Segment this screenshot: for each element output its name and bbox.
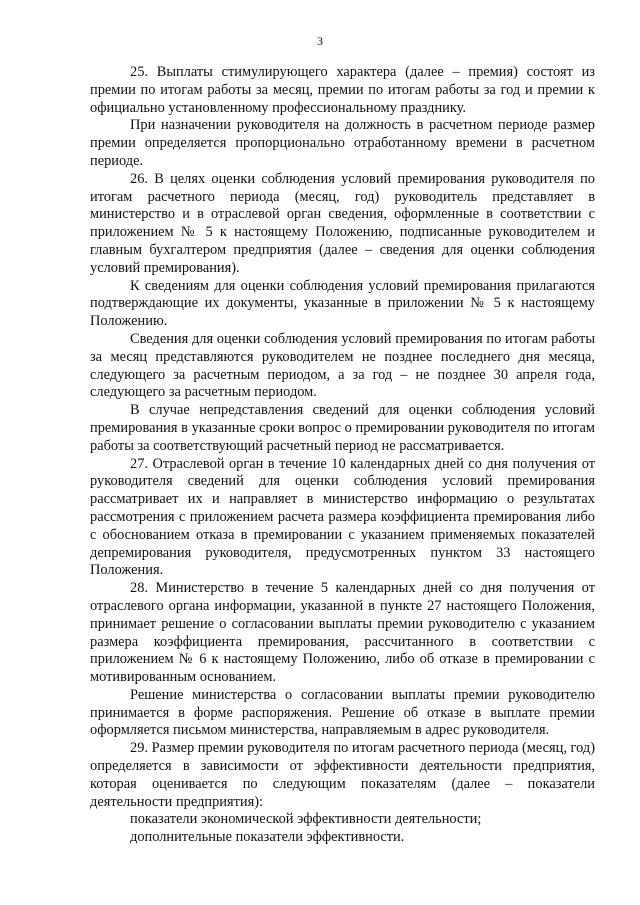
- paragraph-28: 28. Министерство в течение 5 календарных дней со дня получения от отраслевого органа информации, указанной в пункте 27 настоящего Положения, принимает решение о согласовании выплаты премии руководителю с указанием размера коэффициента премирования, рассчитанного в соответствии с приложением № 6 к настоящему Положению, либо об отказе в премировании с мотивированным основанием.: [90, 580, 595, 686]
- paragraph-attachments: К сведениям для оценки соблюдения условий премирования прилагаются подтверждающие их документы, указанные в приложении № 5 к настоящему Положению.: [90, 277, 595, 330]
- list-item: показатели экономической эффективности деятельности;: [130, 811, 482, 828]
- page-number: 3: [317, 34, 323, 48]
- paragraph-deadlines: Сведения для оценки соблюдения условий премирования по итогам работы за месяц представляются руководителем не позднее последнего дня месяца, следующего за расчетным периодом, а за год – не позднее 30 апреля года, следующего за расчетным периодом.: [90, 330, 595, 401]
- list-item: дополнительные показатели эффективности.: [130, 829, 405, 846]
- paragraph-appointment: При назначении руководителя на должность в расчетном периоде размер премии определяется пропорционально отработанному времени в расчетном периоде.: [90, 117, 595, 169]
- paragraph-non-submission: В случае непредставления сведений для оценки соблюдения условий премирования в указанные сроки вопрос о премировании руководителя по итогам работы за соответствующий расчетный период не рассматривается.: [90, 402, 595, 454]
- document-body: [90, 64, 595, 847]
- paragraph-27: 27. Отраслевой орган в течение 10 календарных дней со дня получения от руководителя сведений для оценки соблюдения условий премирования рассматривает их и направляет в министерство информацию о результатах рассмотрения с приложением расчета размера коэффициента премирования либо с обоснованием отказа в премировании с указанием применяемых показателей депремирования руководителя, предусмотренных пунктом 33 настоящего Положения.: [90, 455, 595, 579]
- paragraph-29: 29. Размер премии руководителя по итогам расчетного периода (месяц, год) определяется в зависимости от эффективности деятельности предприятия, которая оценивается по следующим показателям (далее – показатели деятельности предприятия):: [90, 740, 595, 810]
- paragraph-25: 25. Выплаты стимулирующего характера (далее – премия) состоят из премии по итогам работы за месяц, премии по итогам работы за год и премии к официально установленному профессиональному празднику.: [90, 64, 595, 116]
- paragraph-decision: Решение министерства о согласовании выплаты премии руководителю принимается в форме распоряжения. Решение об отказе в выплате премии оформляется письмом министерства, направляемым в адрес руководителя.: [90, 686, 595, 739]
- paragraph-26: 26. В целях оценки соблюдения условий премирования руководителя по итогам расчетного периода (месяц, год) руководитель представляет в министерство и в отраслевой орган сведения, оформленные в соответствии с приложением № 5 к настоящему Положению, подписанные руководителем и главным бухгалтером предприятия (далее – сведения для оценки соблюдения условий премирования).: [90, 170, 595, 276]
